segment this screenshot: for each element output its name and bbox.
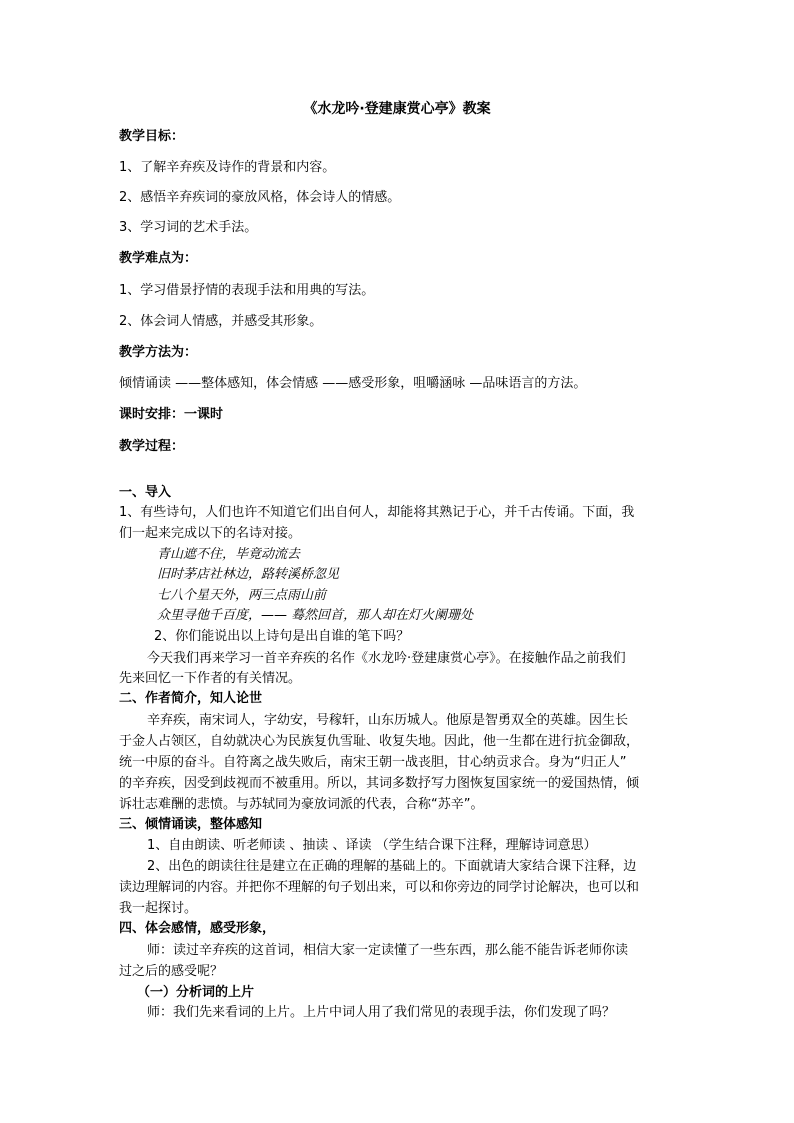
paragraph-line: 2、出色的朗读往往是建立在正确的理解的基础上的。下面就请大家结合课下注释，边 [147, 859, 637, 874]
section-heading-reading: 三、倾情诵读，整体感知 [119, 817, 263, 832]
schedule-line: 课时安排：一课时 [119, 407, 224, 422]
goal-item: 1、了解辛弃疾及诗作的背景和内容。 [119, 160, 336, 175]
section-heading-author: 二、作者简介，知人论世 [119, 691, 263, 706]
method-text: 倾情诵读 ——整体感知，体会情感 ——感受形象，咀嚼涵咏 —品味语言的方法。 [119, 376, 587, 391]
section-heading-feeling: 四、体会感情，感受形象， [119, 921, 276, 936]
difficulty-item: 1、学习借景抒情的表现手法和用典的写法。 [119, 283, 375, 298]
paragraph-line: 过之后的感受呢？ [119, 964, 224, 979]
paragraph-line: 我一起探讨。 [119, 901, 198, 916]
method-heading: 教学方法为： [119, 345, 198, 360]
goal-item: 3、学习词的艺术手法。 [119, 220, 258, 235]
paragraph-line: 2、你们能说出以上诗句是出自谁的笔下吗？ [154, 629, 410, 644]
goals-heading: 教学目标： [119, 129, 185, 144]
document-title: 《水龙吟·登建康赏心亭》教案 [303, 101, 491, 117]
paragraph-line: 读边理解词的内容。并把你不理解的句子划出来，可以和你旁边的同学讨论解决，也可以和 [119, 880, 640, 895]
paragraph-line: 师：我们先来看词的上片。上片中词人用了我们常见的表现手法，你们发现了吗？ [147, 1005, 616, 1020]
section-heading-intro: 一、导入 [119, 485, 172, 500]
paragraph-line: 诉壮志难酬的悲愤。与苏轼同为豪放词派的代表，合称“苏辛”。 [119, 797, 484, 812]
goal-item: 2、感悟辛弃疾词的豪放风格，体会诗人的情感。 [119, 190, 401, 205]
paragraph-line: 们一起来完成以下的名诗对接。 [119, 526, 302, 541]
paragraph-line: 辛弃疾，南宋词人，字幼安，号稼轩，山东历城人。他原是智勇双全的英雄。因生长 [147, 713, 629, 728]
paragraph-line: 今天我们再来学习一首辛弃疾的名作《水龙吟·登建康赏心亭》。在接触作品之前我们 [147, 651, 626, 666]
difficulty-heading: 教学难点为： [119, 251, 198, 266]
paragraph-line: 1、自由朗读、听老师读 、抽读 、译读 （学生结合课下注释，理解诗词意思） [147, 838, 597, 853]
poem-quote: 旧时茅店社林边，路转溪桥忽见 [157, 567, 340, 582]
sub-heading: （一）分析词的上片 [137, 985, 255, 1000]
paragraph-line: 1、有些诗句，人们也许不知道它们出自何人，却能将其熟记于心，并千古传诵。下面，我 [119, 505, 635, 520]
difficulty-item: 2、体会词人情感，并感受其形象。 [119, 314, 323, 329]
poem-quote: 七八个星天外，两三点雨山前 [157, 588, 327, 603]
paragraph-line: 师：读过辛弃疾的这首词，相信大家一定读懂了一些东西，那么能不能告诉老师你读 [147, 943, 629, 958]
paragraph-line: 统一中原的奋斗。自符离之战失败后，南宋王朝一战丧胆，甘心纳贡求合。身为“归正人” [119, 755, 627, 770]
process-heading: 教学过程： [119, 439, 185, 454]
poem-quote: 众里寻他千百度，—— 蓦然回首，那人却在灯火阑珊处 [157, 608, 474, 623]
paragraph-line: 先来回忆一下作者的有关情况。 [119, 671, 302, 686]
paragraph-line: 的辛弃疾，因受到歧视而不被重用。所以，其词多数抒写力图恢复国家统一的爱国热情，倾 [119, 776, 640, 791]
paragraph-line: 于金人占领区，自幼就决心为民族复仇雪耻、收复失地。因此，他一生都在进行抗金御敌， [119, 734, 640, 749]
poem-quote: 青山遮不住，毕竟动流去 [157, 547, 301, 562]
